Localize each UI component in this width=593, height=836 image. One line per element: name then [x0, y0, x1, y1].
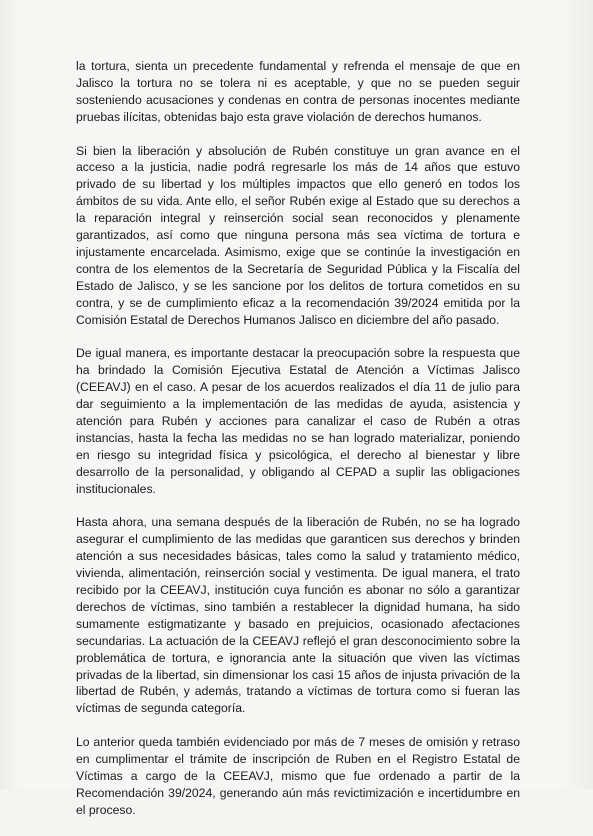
paragraph-1: la tortura, sienta un precedente fundamental y refrenda el mensaje de que en Jalisco la tortura no se tolera ni es aceptable, y que no se pueden seguir sosteniendo acusaciones y condenas en contra de personas inocentes mediante pruebas ilícitas, obtenidas bajo esta grave violación de derechos humanos. — [76, 59, 520, 124]
paragraph-2: Si bien la liberación y absolución de Rubén constituye un gran avance en el acceso a la justicia, nadie podrá regresarle los más de 14 años que estuvo privado de su libertad y los múltiples impactos que ello generó en todos los ámbitos de su vida. Ante ello, el señor Rubén exige al Estado que su derechos a la reparación integral y reinserción social sean reconocidos y plenamente garantizados, así como que ninguna persona más sea víctima de tortura e injustamente encarcelada. Asimismo, exige que se continúe la investigación en contra de los elementos de la Secretaría de Seguridad Pública y la Fiscalía del Estado de Jalisco, y se les sancione por los delitos de tortura cometidos en su contra, y se de cumplimiento eficaz a la recomendación 39/2024 emitida por la Comisión Estatal de Derechos Humanos Jalisco en diciembre del año pasado. — [76, 143, 520, 327]
document-body — [76, 58, 520, 836]
paragraph-5: Lo anterior queda también evidenciado por más de 7 meses de omisión y retraso en cumplimentar el trámite de inscripción de Ruben en el Registro Estatal de Víctimas a cargo de la CEEAVJ, mismo que fue ordenado a partir de la Recomendación 39/2024, generando aún más revictimización e incertidumbre en el proceso. — [76, 735, 520, 817]
paragraph-3: De igual manera, es importante destacar la preocupación sobre la respuesta que ha brindado la Comisión Ejecutiva Estatal de Atención a Víctimas Jalisco (CEEAVJ) en el caso. A pesar de los acuerdos realizados el día 11 de julio para dar seguimiento a la implementación de las medidas de ayuda, asistencia y atención para Rubén y acciones para canalizar el caso de Rubén a otras instancias, hasta la fecha las medidas no se han logrado materializar, poniendo en riesgo su integridad física y psicológica, el derecho al bienestar y libre desarrollo de la personalidad, y obligando al CEPAD a suplir las obligaciones institucionales. — [76, 346, 520, 496]
paragraph-4: Hasta ahora, una semana después de la liberación de Rubén, no se ha logrado asegurar el cumplimiento de las medidas que garanticen sus derechos y brinden atención a sus necesidades básicas, tales como la salud y tratamiento médico, vivienda, alimentación, reinserción social y vestimenta. De igual manera, el trato recibido por la CEEAVJ, institución cuya función es abonar no sólo a garantizar derechos de víctimas, sino también a restablecer la dignidad humana, ha sido sumamente estigmatizante y basado en prejuicios, ocasionado afectaciones secundarias. La actuación de la CEEAVJ reflejó el gran desconocimiento sobre la problemática de tortura, e ignorancia ante la situación que viven las víctimas privadas de la libertad, sin dimensionar los casi 15 años de injusta privación de la libertad de Rubén, y además, tratando a víctimas de tortura como si fueran las víctimas de segunda categoría. — [76, 515, 520, 716]
